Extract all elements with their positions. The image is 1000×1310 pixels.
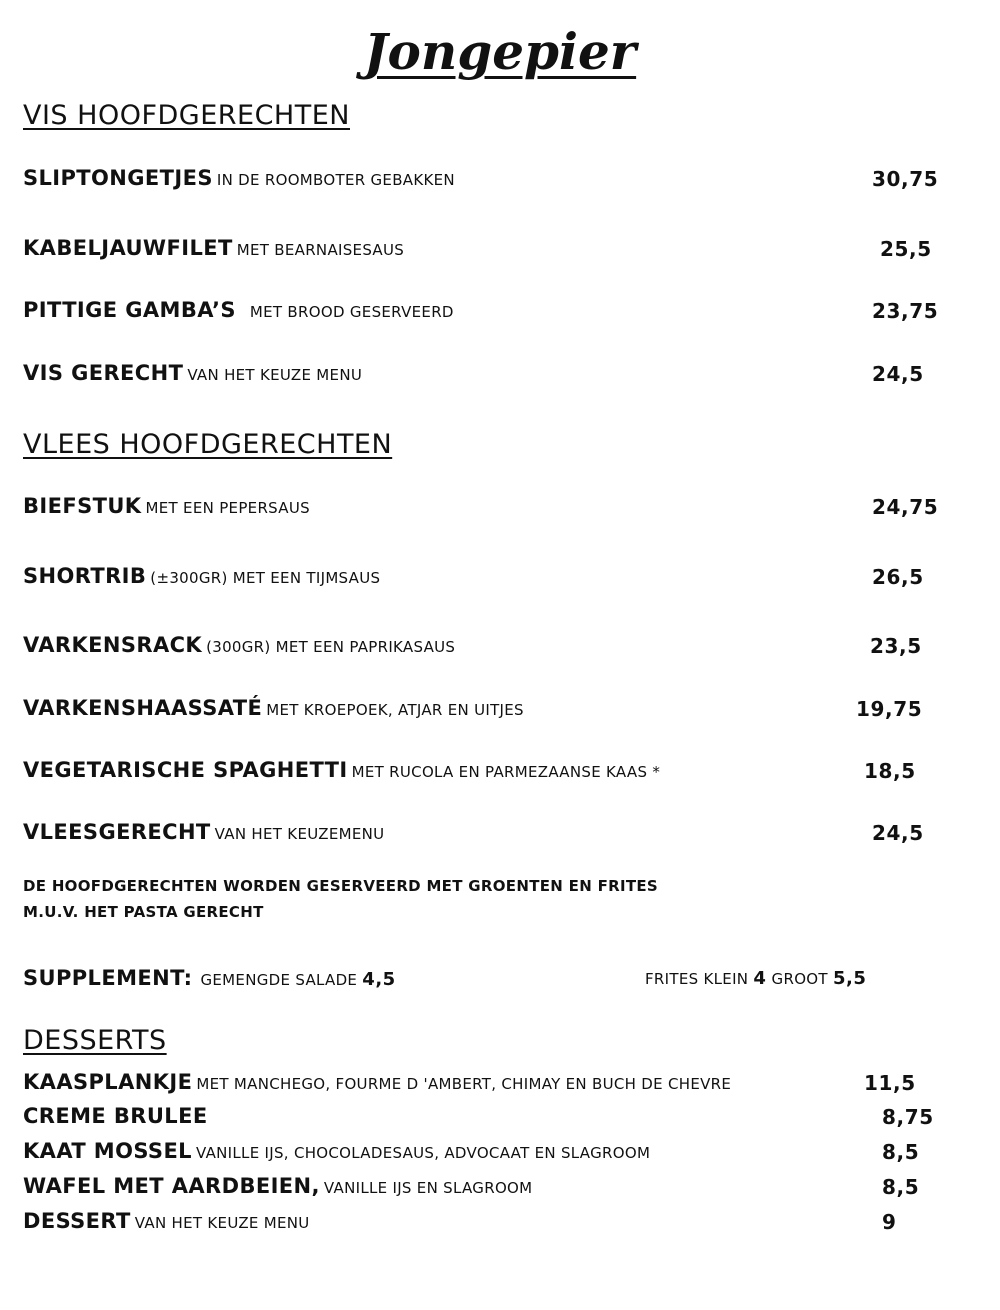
item-price: 24,5 xyxy=(872,362,924,386)
item-name: SHORTRIB xyxy=(23,564,147,588)
menu-item xyxy=(23,238,404,259)
supplement-fries-label: FRITES KLEIN xyxy=(645,970,749,988)
item-price: 11,5 xyxy=(864,1071,916,1095)
item-name: KAASPLANKJE xyxy=(23,1070,193,1094)
menu-item xyxy=(23,1211,310,1232)
item-description: MET EEN PEPERSAUS xyxy=(145,499,310,517)
supplement-salad-label: GEMENGDE SALADE xyxy=(200,971,358,989)
mains-note: DE HOOFDGERECHTEN WORDEN GESERVEERD MET GROENTEN EN FRITES xyxy=(23,877,659,895)
item-price: 26,5 xyxy=(872,565,924,589)
item-name: PITTIGE GAMBA’S xyxy=(23,298,236,322)
item-description: VANILLE IJS EN SLAGROOM xyxy=(323,1179,533,1197)
item-description: VAN HET KEUZE MENU xyxy=(187,366,363,384)
menu-item xyxy=(23,300,454,321)
item-price: 19,75 xyxy=(856,697,923,721)
supplement-fries xyxy=(645,970,866,988)
item-description: MET BEARNAISESAUS xyxy=(236,241,405,259)
supplement-label: SUPPLEMENT: xyxy=(23,966,193,990)
item-name: DESSERT xyxy=(23,1209,131,1233)
item-description: VAN HET KEUZEMENU xyxy=(214,825,385,843)
item-price: 8,75 xyxy=(882,1105,934,1129)
menu-item xyxy=(23,760,660,781)
supplement-fries-large-price: 5,5 xyxy=(832,968,867,989)
mains-note-exception: M.U.V. HET PASTA GERECHT xyxy=(23,903,264,921)
menu-item xyxy=(23,822,384,843)
item-price: 24,75 xyxy=(872,495,939,519)
item-description: (300GR) MET EEN PAPRIKASAUS xyxy=(206,638,456,656)
menu-item xyxy=(23,698,524,719)
item-price: 9 xyxy=(882,1210,897,1234)
item-price: 18,5 xyxy=(864,759,916,783)
item-description: MET MANCHEGO, FOURME D 'AMBERT, CHIMAY EN BUCH DE CHEVRE xyxy=(196,1075,732,1093)
item-name: VEGETARISCHE SPAGHETTI xyxy=(23,758,348,782)
item-name: CREME BRULEE xyxy=(23,1104,208,1128)
menu-item xyxy=(23,566,380,587)
item-name: BIEFSTUK xyxy=(23,494,142,518)
section-heading-meat: VLEES HOOFDGERECHTEN xyxy=(23,429,393,460)
supplement-salad-price: 4,5 xyxy=(362,969,396,990)
item-price: 8,5 xyxy=(882,1140,920,1164)
item-price: 30,75 xyxy=(872,167,939,191)
supplement-fries-large-label: GROOT xyxy=(771,970,828,988)
menu-item xyxy=(23,1072,731,1093)
item-description: IN DE ROOMBOTER GEBAKKEN xyxy=(216,171,455,189)
item-name: VIS GERECHT xyxy=(23,361,184,385)
menu-item xyxy=(23,363,362,384)
supplement-row xyxy=(23,968,396,989)
item-description: MET BROOD GESERVEERD xyxy=(249,303,454,321)
item-description: MET KROEPOEK, ATJAR EN UITJES xyxy=(266,701,524,719)
section-heading-fish: VIS HOOFDGERECHTEN xyxy=(23,100,350,131)
item-name: VARKENSHAASSATÉ xyxy=(23,696,263,720)
item-description: MET RUCOLA EN PARMEZAANSE KAAS * xyxy=(351,763,661,781)
section-heading-desserts: DESSERTS xyxy=(23,1025,167,1056)
menu-item xyxy=(23,168,455,189)
item-price: 23,75 xyxy=(872,299,939,323)
menu-item xyxy=(23,1106,208,1127)
item-name: VARKENSRACK xyxy=(23,633,203,657)
item-name: WAFEL MET AARDBEIEN, xyxy=(23,1174,320,1198)
item-description: VANILLE IJS, CHOCOLADESAUS, ADVOCAAT EN SLAGROOM xyxy=(195,1144,651,1162)
menu-item xyxy=(23,1141,650,1162)
item-description: (±300GR) MET EEN TIJMSAUS xyxy=(150,569,381,587)
item-price: 8,5 xyxy=(882,1175,920,1199)
menu-item xyxy=(23,635,455,656)
item-name: SLIPTONGETJES xyxy=(23,166,213,190)
item-price: 25,5 xyxy=(880,237,932,261)
menu-item xyxy=(23,496,310,517)
item-name: KAAT MOSSEL xyxy=(23,1139,192,1163)
restaurant-title: Jongepier xyxy=(363,22,637,81)
item-price: 24,5 xyxy=(872,821,924,845)
item-name: VLEESGERECHT xyxy=(23,820,211,844)
item-description: VAN HET KEUZE MENU xyxy=(134,1214,310,1232)
item-price: 23,5 xyxy=(870,634,922,658)
menu-item xyxy=(23,1176,532,1197)
supplement-fries-small-price: 4 xyxy=(753,968,767,989)
item-name: KABELJAUWFILET xyxy=(23,236,233,260)
